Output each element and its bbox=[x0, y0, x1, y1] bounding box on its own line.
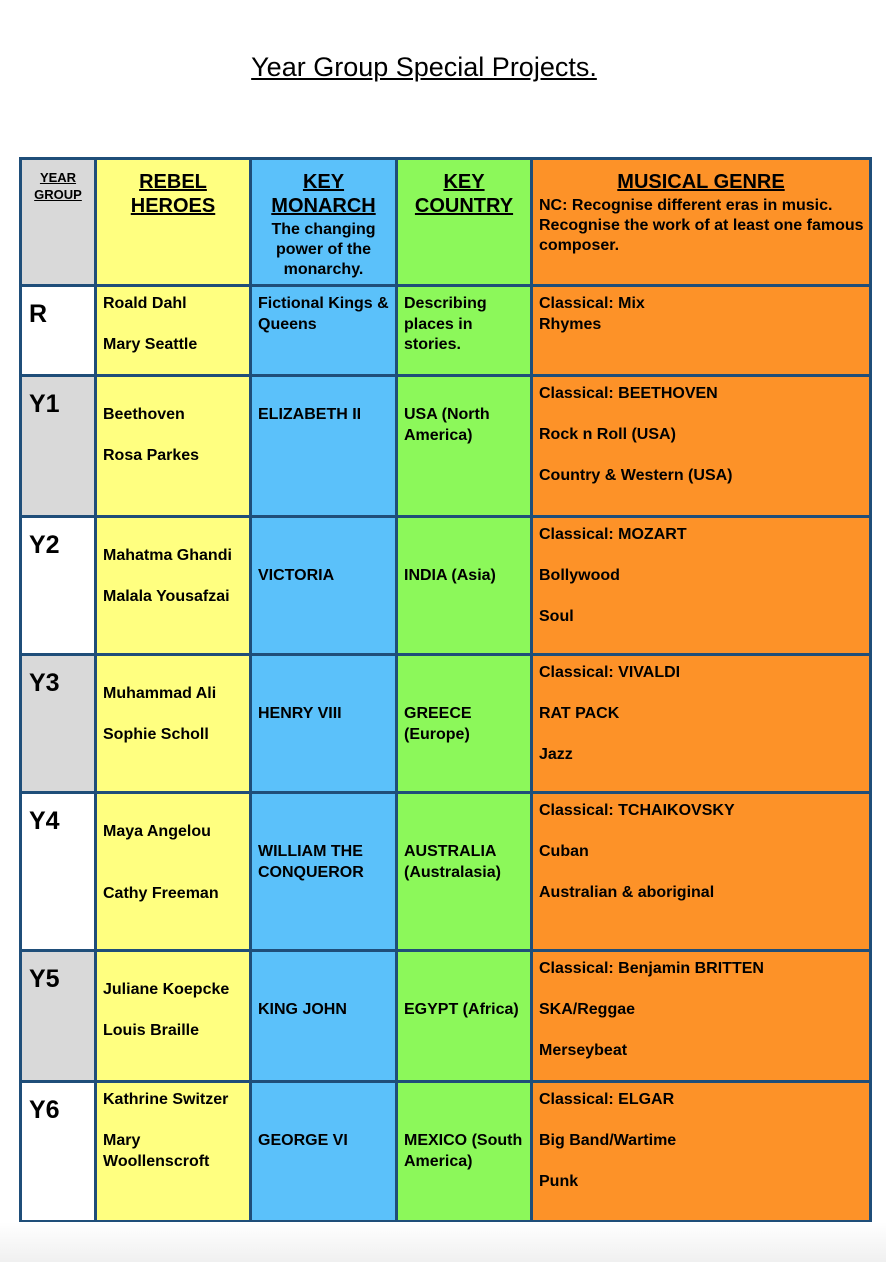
country-name: Describing places in stories. bbox=[404, 295, 487, 353]
year-cell bbox=[21, 517, 96, 655]
table-row bbox=[21, 793, 871, 951]
country-name: MEXICO (South America) bbox=[404, 1132, 523, 1170]
music-item: Classical: BEETHOVEN bbox=[539, 385, 718, 402]
year-label: R bbox=[29, 300, 48, 328]
heroes-cell bbox=[96, 1082, 251, 1222]
header-year-label: YEAR bbox=[39, 170, 77, 185]
country-name: EGYPT (Africa) bbox=[404, 1001, 519, 1018]
music-item: Merseybeat bbox=[539, 1042, 628, 1059]
hero-name: Mary Seattle bbox=[103, 336, 198, 353]
year-cell bbox=[21, 1082, 96, 1222]
country-name: AUSTRALIA (Australasia) bbox=[404, 843, 501, 881]
monarch-name: KING JOHN bbox=[258, 1001, 347, 1018]
header-monarch-line2: MONARCH bbox=[271, 195, 376, 217]
monarch-cell bbox=[251, 951, 397, 1082]
page-title: Year Group Special Projects. bbox=[251, 52, 597, 82]
music-item: Classical: Mix bbox=[539, 295, 645, 312]
table-row bbox=[21, 517, 871, 655]
music-cell bbox=[532, 951, 871, 1082]
header-monarch-line1: KEY bbox=[302, 171, 345, 193]
monarch-name: GEORGE VI bbox=[258, 1132, 348, 1149]
header-country-line2: COUNTRY bbox=[414, 195, 514, 217]
music-item: Australian & aboriginal bbox=[539, 884, 715, 901]
monarch-cell bbox=[251, 1082, 397, 1222]
music-item: Jazz bbox=[539, 746, 573, 763]
hero-name: Mahatma Ghandi bbox=[103, 547, 232, 564]
music-cell bbox=[532, 793, 871, 951]
year-label: Y3 bbox=[29, 669, 60, 697]
music-item: SKA/Reggae bbox=[539, 1001, 636, 1018]
header-year-group bbox=[21, 159, 96, 286]
header-row bbox=[21, 159, 871, 286]
header-key-monarch bbox=[251, 159, 397, 286]
hero-name: Mary Woollenscroft bbox=[103, 1132, 210, 1170]
music-cell bbox=[532, 1082, 871, 1222]
hero-name: Rosa Parkes bbox=[103, 447, 200, 464]
heroes-cell bbox=[96, 655, 251, 793]
table-row bbox=[21, 655, 871, 793]
music-cell bbox=[532, 286, 871, 376]
year-cell bbox=[21, 655, 96, 793]
music-item: Bollywood bbox=[539, 567, 620, 584]
monarch-name: VICTORIA bbox=[258, 567, 335, 584]
music-item: Punk bbox=[539, 1173, 579, 1190]
country-cell bbox=[397, 951, 532, 1082]
country-name: USA (North America) bbox=[404, 406, 490, 444]
table-row bbox=[21, 951, 871, 1082]
hero-name: Cathy Freeman bbox=[103, 884, 219, 902]
year-label: Y6 bbox=[29, 1096, 60, 1124]
music-item: Country & Western (USA) bbox=[539, 467, 733, 484]
music-cell bbox=[532, 517, 871, 655]
music-item: Rock n Roll (USA) bbox=[539, 426, 676, 443]
year-cell bbox=[21, 793, 96, 951]
header-heroes-line1: REBEL bbox=[139, 171, 207, 193]
country-cell bbox=[397, 517, 532, 655]
country-cell bbox=[397, 376, 532, 517]
table-row bbox=[21, 376, 871, 517]
table-row bbox=[21, 286, 871, 376]
monarch-cell bbox=[251, 517, 397, 655]
heroes-cell bbox=[96, 286, 251, 376]
heroes-cell bbox=[96, 793, 251, 951]
year-label: Y1 bbox=[29, 390, 60, 418]
year-cell bbox=[21, 286, 96, 376]
country-cell bbox=[397, 286, 532, 376]
header-rebel-heroes bbox=[96, 159, 251, 286]
music-item: Classical: VIVALDI bbox=[539, 664, 681, 681]
monarch-name: ELIZABETH II bbox=[258, 406, 362, 423]
heroes-cell bbox=[96, 951, 251, 1082]
heroes-cell bbox=[96, 376, 251, 517]
header-musical-genre bbox=[532, 159, 871, 286]
music-item: Soul bbox=[539, 608, 574, 625]
header-monarch-subtitle: The changing power of the monarchy. bbox=[271, 221, 376, 278]
header-music-subtitle: NC: Recognise different eras in music. Recognise the work of at least one famous composer. bbox=[539, 197, 864, 254]
monarch-name: HENRY VIII bbox=[258, 705, 342, 722]
header-group-label: GROUP bbox=[34, 187, 82, 202]
monarch-name: Fictional Kings & Queens bbox=[258, 295, 389, 333]
hero-name: Louis Braille bbox=[103, 1022, 200, 1039]
monarch-cell bbox=[251, 286, 397, 376]
music-item: Classical: TCHAIKOVSKY bbox=[539, 802, 735, 819]
music-item: RAT PACK bbox=[539, 705, 620, 722]
music-item: Cuban bbox=[539, 843, 589, 860]
year-cell bbox=[21, 951, 96, 1082]
monarch-cell bbox=[251, 793, 397, 951]
table-row bbox=[21, 1082, 871, 1222]
music-cell bbox=[532, 655, 871, 793]
heroes-cell bbox=[96, 517, 251, 655]
hero-name: Malala Yousafzai bbox=[103, 588, 230, 605]
hero-name: Muhammad Ali bbox=[103, 685, 217, 702]
year-label: Y4 bbox=[29, 807, 60, 835]
music-item: Rhymes bbox=[539, 315, 602, 333]
hero-name: Juliane Koepcke bbox=[103, 981, 230, 998]
music-item: Classical: MOZART bbox=[539, 526, 687, 543]
country-name: GREECE (Europe) bbox=[404, 705, 472, 743]
music-item: Classical: Benjamin BRITTEN bbox=[539, 960, 764, 977]
monarch-cell bbox=[251, 655, 397, 793]
monarch-name: WILLIAM THE CONQUEROR bbox=[258, 843, 364, 881]
country-cell bbox=[397, 655, 532, 793]
projects-table bbox=[19, 157, 872, 1223]
year-label: Y5 bbox=[29, 965, 60, 993]
hero-name: Beethoven bbox=[103, 406, 185, 423]
hero-name: Roald Dahl bbox=[103, 295, 187, 312]
header-country-line1: KEY bbox=[443, 171, 485, 193]
monarch-cell bbox=[251, 376, 397, 517]
header-music-title: MUSICAL GENRE bbox=[617, 171, 785, 193]
page-bottom-edge bbox=[0, 1222, 886, 1262]
music-item: Big Band/Wartime bbox=[539, 1132, 677, 1149]
header-heroes-line2: HEROES bbox=[130, 195, 216, 217]
hero-name: Maya Angelou bbox=[103, 823, 211, 840]
music-item: Classical: ELGAR bbox=[539, 1091, 675, 1108]
country-cell bbox=[397, 793, 532, 951]
header-key-country bbox=[397, 159, 532, 286]
music-cell bbox=[532, 376, 871, 517]
year-label: Y2 bbox=[29, 531, 60, 559]
country-cell bbox=[397, 1082, 532, 1222]
country-name: INDIA (Asia) bbox=[404, 567, 496, 584]
year-cell bbox=[21, 376, 96, 517]
hero-name: Sophie Scholl bbox=[103, 726, 209, 743]
hero-name: Kathrine Switzer bbox=[103, 1091, 229, 1108]
